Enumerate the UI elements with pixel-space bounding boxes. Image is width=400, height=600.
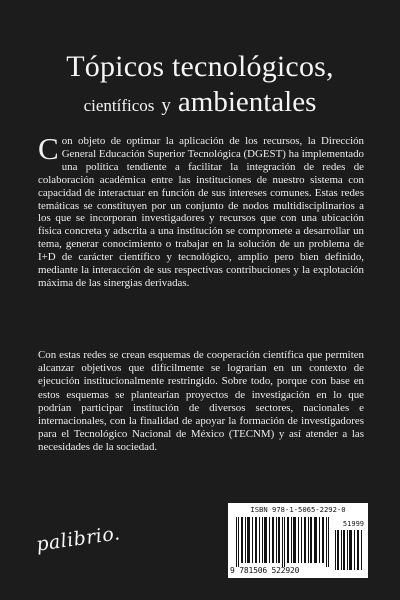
title-line-1: Tópicos tecnológicos, — [66, 50, 334, 83]
title-word-ambientales: ambientales — [177, 86, 317, 118]
paragraph-1-text: on objeto de optimar la aplicación de los recursos, la Dirección General Educación Superior Tecnológica (DGEST) ha implementado una política tendiente a facilitar la integración de redes de colaboración académica entre las instituciones de nuestro sistema con capacidad de interactuar en función de sus intereses comunes. Estas redes temáticas se constituyen por un conjunto de nodos multidisciplinarios a los que se incorporan investigadores y recursos que con una ubicación física concreta y adscrita a una institución se compromete a desarrollar un tema, generar conocimiento o trabajar en la solución de un problema de I+D de carácter científico y tecnológico, amplio pero bien definido, mediante la interacción de sus respectivas contribuciones y la explotación máxima de las sinergias derivadas. — [38, 135, 364, 289]
isbn-label: ISBN 978-1-5065-2292-0 — [250, 505, 346, 514]
synopsis-paragraph-2: Con estas redes se crean esquemas de cooperación científica que permiten alcanzar objetivos que difícilmente se lograrían en un contexto de ejecución institucionalmente restringido. Sobre todo, porque con base en estos esquemas se plantearían proyectos de investigación en lo que podrían participar institución de diversos sectores, nacionales e internacionales, con la finalidad de apoyar la formación de investigadores para el Tecnológico Nacional de México (TECNM) y así atender a las necesidades de la sociedad. — [38, 349, 364, 454]
barcode-digits: 9 781506 522920 — [230, 566, 300, 575]
barcode-ean13-bars — [234, 515, 332, 567]
title-word-cientificos: científicos — [83, 96, 155, 115]
synopsis-paragraph-1 — [38, 131, 364, 290]
drop-cap: C — [38, 131, 59, 166]
barcode-addon-bars — [334, 528, 364, 570]
price-code: 51999 — [342, 520, 364, 528]
title-line-2 — [0, 86, 400, 119]
publisher-logo: palibrio. — [34, 522, 122, 556]
title-word-y: y — [161, 95, 171, 116]
isbn-barcode — [228, 503, 368, 578]
